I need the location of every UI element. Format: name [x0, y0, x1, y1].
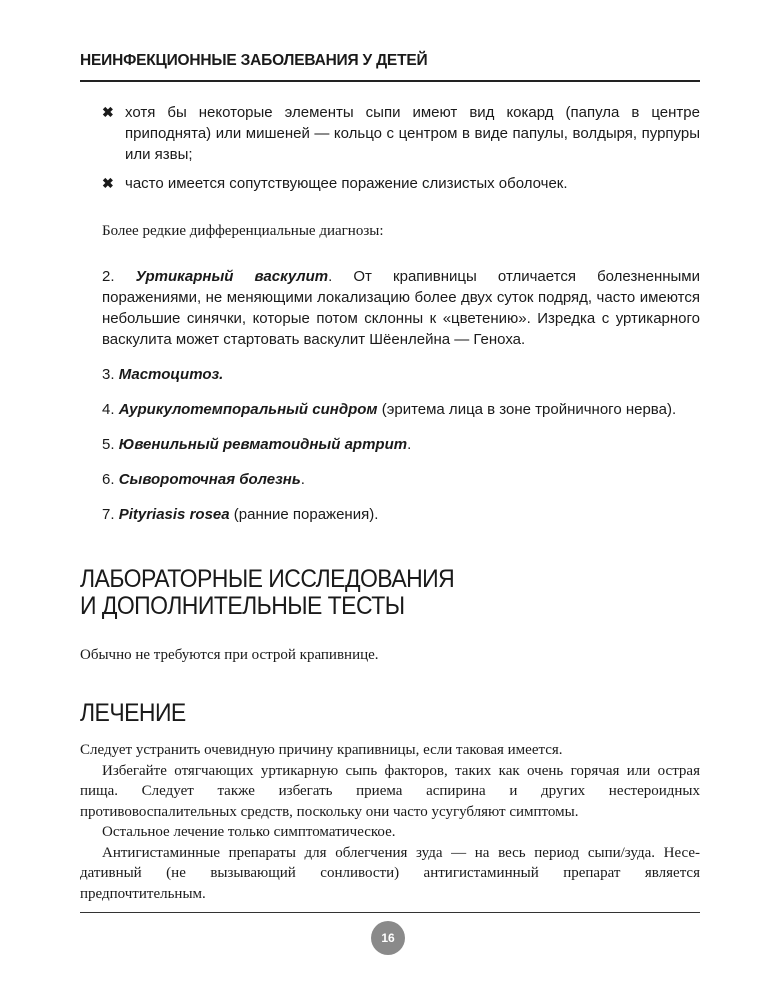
diagnosis-term: Сывороточная болезнь	[118, 471, 301, 488]
item-number: 4.	[102, 401, 115, 418]
running-header: НЕИНФЕКЦИОННЫЕ ЗАБОЛЕВАНИЯ У ДЕТЕЙ	[80, 52, 428, 69]
lab-section-title	[80, 566, 650, 620]
diagnosis-description: .	[300, 471, 305, 488]
treatment-paragraph: Остальное лечение только симптоматическое.	[102, 824, 396, 840]
cross-bullet-icon: ✖	[102, 175, 114, 191]
diagnosis-term: Аурикулотемпоральный синдром	[118, 401, 378, 418]
list-item	[102, 102, 700, 165]
diagnosis-term: Уртикарный васкулит	[135, 268, 329, 285]
footer-divider	[80, 912, 700, 913]
page-number-badge: 16	[371, 921, 405, 955]
bullet-list	[102, 102, 700, 202]
differentials-list	[102, 266, 700, 539]
list-item	[102, 364, 700, 385]
diagnosis-description: .	[407, 436, 412, 453]
list-item	[102, 434, 700, 455]
item-number: 6.	[102, 471, 115, 488]
treatment-paragraph: Следует устранить очевидную причину крапивницы, если таковая имеется.	[80, 742, 563, 758]
diagnosis-description: . От крапивницы отличается болезненными поражениями, не меняющими локализацию более двух суток подряд, часто имеются небольшие синячки, которые потом склонны к «цветению». Изредка с уртикарного васкулита может стартовать васкулит Шёенлейна — Геноха.	[102, 268, 700, 348]
treatment-paragraph: Избегайте отягчающих уртикарную сыпь факторов, таких как очень горячая или острая пища. Следует также избегать приема аспирина и других нестероидных противовоспалительных средств, поскольку они часто усугубляют симптомы.	[80, 762, 700, 820]
diagnosis-description: (эритема лица в зоне тройничного нерва).	[377, 401, 677, 418]
bullet-text: хотя бы некоторые элементы сыпи имеют вид кокард (папула в центре приподнята) или мишеней — кольцо с центром в виде папулы, волдыря, пурпуры или язвы;	[125, 104, 700, 163]
differentials-intro: Более редкие дифференциальные диагнозы:	[102, 223, 384, 239]
list-item	[102, 399, 700, 420]
diagnosis-term: Pityriasis rosea	[118, 506, 230, 523]
bullet-text: часто имеется сопутствующее поражение слизистых оболочек.	[125, 175, 568, 192]
treatment-body	[80, 740, 700, 904]
lab-section-text: Обычно не требуются при острой крапивнице.	[80, 647, 379, 663]
item-number: 2.	[102, 268, 115, 285]
lab-title-line2: И ДОПОЛНИТЕЛЬНЫЕ ТЕСТЫ	[80, 592, 405, 620]
item-number: 5.	[102, 436, 115, 453]
item-number: 3.	[102, 366, 115, 383]
cross-bullet-icon: ✖	[102, 104, 114, 120]
list-item	[102, 469, 700, 490]
diagnosis-term: Мастоцитоз.	[118, 366, 224, 383]
treatment-paragraph: Антигистаминные препараты для облегчения зуда — на весь период сыпи/зуда. Неседативный (не вызывающий сонливости) антигистаминный препарат является предпочтительным.	[80, 844, 700, 902]
list-item	[102, 266, 700, 350]
header-divider	[80, 80, 700, 82]
list-item	[102, 173, 700, 194]
diagnosis-term: Ювенильный ревматоидный артрит	[118, 436, 408, 453]
treatment-section-title: ЛЕЧЕНИЕ	[80, 699, 186, 727]
list-item	[102, 504, 700, 525]
item-number: 7.	[102, 506, 115, 523]
diagnosis-description: (ранние поражения).	[229, 506, 379, 523]
lab-title-line1: ЛАБОРАТОРНЫЕ ИССЛЕДОВАНИЯ	[80, 565, 455, 593]
